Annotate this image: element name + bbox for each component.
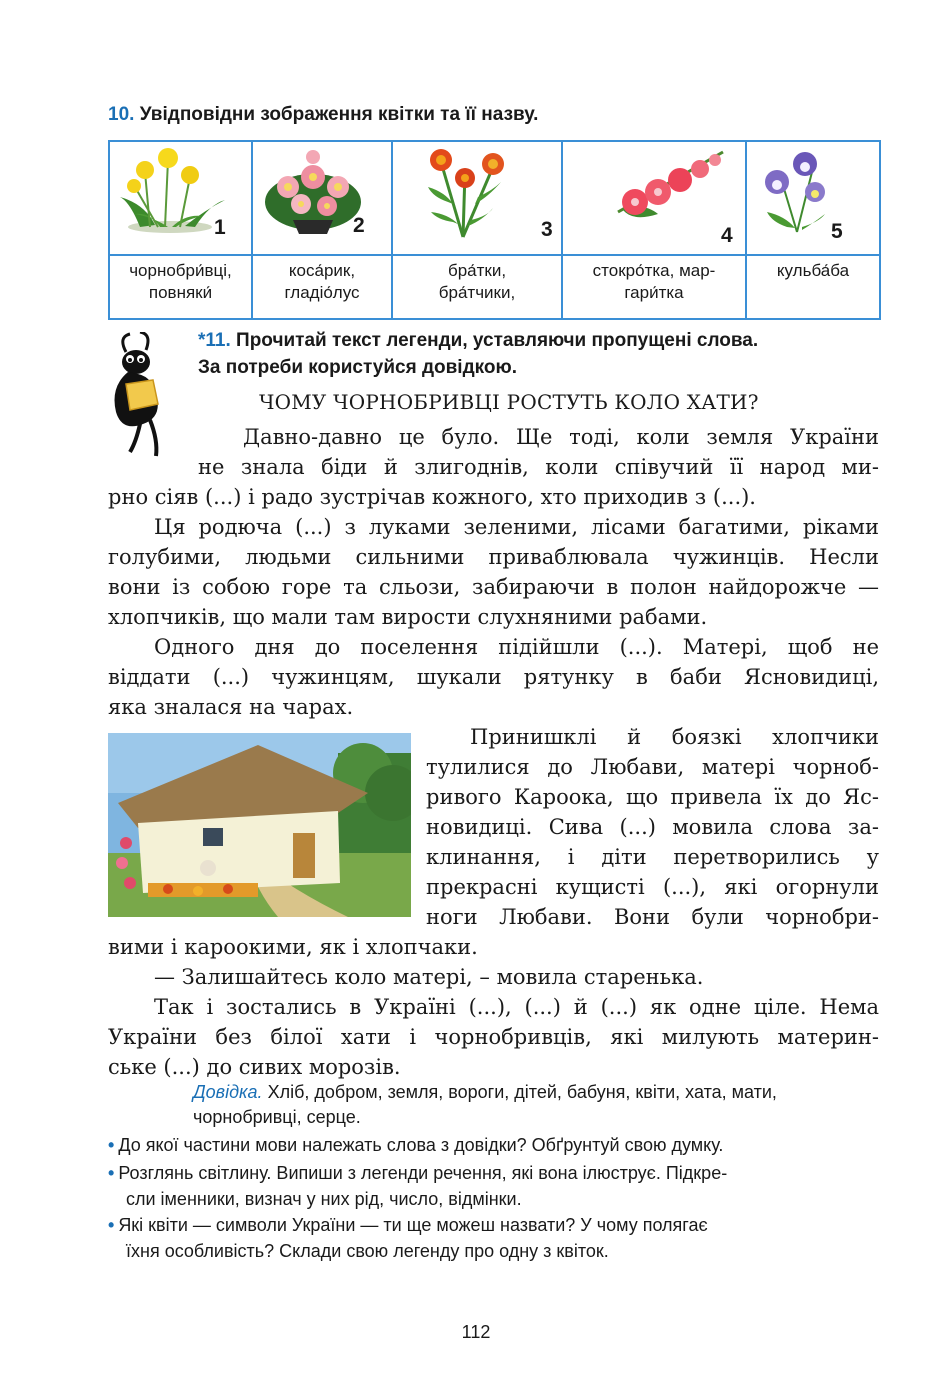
exercise-10-title — [108, 104, 538, 126]
name-line: гари́тка — [624, 283, 684, 302]
name-line: повняки́ — [148, 283, 213, 302]
reading-bug-icon — [108, 332, 188, 462]
text-line: Давно-давно це було. Ще тоді, коли земля України — [243, 425, 879, 449]
question-text: До якої частини мови належать слова з довідки? Обґрунтуй свою думку. — [118, 1135, 724, 1155]
marigold-image — [393, 142, 561, 254]
question-text: їхня особливість? Склади свою легенду про одну з квіток. — [126, 1241, 609, 1261]
flower-name-1 — [109, 255, 252, 319]
question-text: Які квіти — символи України — ти ще можеш назвати? У чому полягає — [118, 1215, 708, 1235]
text-line: — Залишайтесь коло матері, – мовила старенька. — [154, 965, 704, 989]
page-number: 112 — [461, 1322, 491, 1342]
question-item — [108, 1160, 888, 1212]
text-line: прекрасні кущисті (...), які огорнули — [426, 875, 879, 899]
flower-cell-2 — [252, 141, 392, 255]
text-line: ноги Любави. Вони були чорнобри- — [426, 905, 879, 929]
flower-name-2 — [252, 255, 392, 319]
text-line: Ця родюча (...) з луками зеленими, лісами багатими, ріками — [154, 515, 879, 539]
bullet-icon: • — [108, 1135, 115, 1155]
text-line: вони із собою горе та сльози, забираючи в полон найдорожче — — [108, 575, 879, 599]
legend-title: ЧОМУ ЧОРНОБРИВЦІ РОСТУТЬ КОЛО ХАТИ? — [259, 390, 759, 414]
text-line: голубими, людьми сильними приваблювала чужинців. Несли — [108, 545, 879, 569]
flower-cell-4 — [562, 141, 746, 255]
text-line: ривого Кароока, що привела їх до Яс- — [426, 785, 879, 809]
question-item — [108, 1132, 888, 1158]
question-text: сли іменники, визнач у них рід, число, відмінки. — [126, 1189, 522, 1209]
text-line: ське (...) до сивих морозів. — [108, 1055, 401, 1079]
question-item — [108, 1212, 888, 1264]
text-line: не знала біди й злигоднів, коли співучий її народ ми- — [198, 455, 879, 479]
name-line: коса́рик, — [288, 261, 356, 280]
text-line: яка зналася на чарах. — [108, 695, 354, 719]
text-line: України без білої хати і чорнобривців, які милують материн- — [108, 1025, 879, 1049]
exercise-text: Прочитай текст легенди, уставляючи пропущені слова. — [236, 330, 759, 351]
flower-cell-3 — [392, 141, 562, 255]
name-line: гладіо́лус — [284, 283, 360, 302]
dandelion-image — [110, 142, 249, 254]
exercise-text: Увідповідни зображення квітки та її назву. — [139, 104, 539, 125]
text-line: тулилися до Любави, матері чорноб- — [426, 755, 879, 779]
gladiolus-image — [563, 142, 745, 254]
text-line: хлопчиків, що мали там вирости слухняними рабами. — [108, 605, 708, 629]
reference-words — [193, 1080, 881, 1130]
exercise-number: *11. — [198, 330, 231, 351]
flower-cell-5 — [746, 141, 880, 255]
flower-name-3 — [392, 255, 562, 319]
exercise-text: За потреби користуйся довідкою. — [198, 357, 518, 378]
text-line: клинання, і діти перетворились у — [426, 845, 879, 869]
reference-text: Хліб, добром, земля, вороги, дітей, бабуня, квіти, хата, мати, чорнобривці, серце. — [193, 1082, 777, 1127]
text-line: вими і кароокими, як і хлопчаки. — [108, 935, 478, 959]
name-line: кульба́ба — [776, 261, 850, 280]
exercise-number: 10. — [108, 104, 135, 125]
flower-number: 3 — [541, 218, 553, 241]
text-line: Так і зостались в Україні (...), (...) й (...) як одне ціле. Нема — [154, 995, 879, 1019]
text-line: віддати (...) чужинцям, шукали рятунку в баби Ясновидиці, — [108, 665, 879, 689]
reference-label: Довідка. — [193, 1082, 263, 1102]
house-photo-image — [108, 733, 411, 917]
text-line: Принишклі й боязкі хлопчики — [470, 725, 879, 749]
name-line: бра́тки, — [447, 261, 507, 280]
flower-number: 5 — [831, 220, 843, 243]
flower-number: 1 — [214, 216, 226, 239]
flower-name-4 — [562, 255, 746, 319]
text-line: Одного дня до поселення підійшли (...). Матері, щоб не — [154, 635, 879, 659]
flower-number: 4 — [721, 224, 733, 247]
text-line: рно сіяв (...) і радо зустрічав кожного, хто приходив з (...). — [108, 485, 756, 509]
name-line: бра́тчики, — [438, 283, 516, 302]
name-line: стокро́тка, мар- — [592, 261, 716, 280]
bullet-icon: • — [108, 1215, 115, 1235]
flower-cell-1 — [109, 141, 252, 255]
exercise-11-title — [198, 327, 888, 381]
daisy-pot-image — [253, 142, 391, 254]
pansy-image — [747, 142, 879, 254]
question-text: Розглянь світлину. Випиши з легенди речення, які вона ілюструє. Підкре- — [118, 1163, 728, 1183]
flower-name-5 — [746, 255, 880, 319]
flower-matching-table — [108, 140, 881, 320]
flower-number: 2 — [353, 214, 365, 237]
name-line: чорнобри́вці, — [129, 261, 232, 280]
bullet-icon: • — [108, 1163, 115, 1183]
text-line: новидиці. Сива (...) мовила слова за- — [426, 815, 879, 839]
